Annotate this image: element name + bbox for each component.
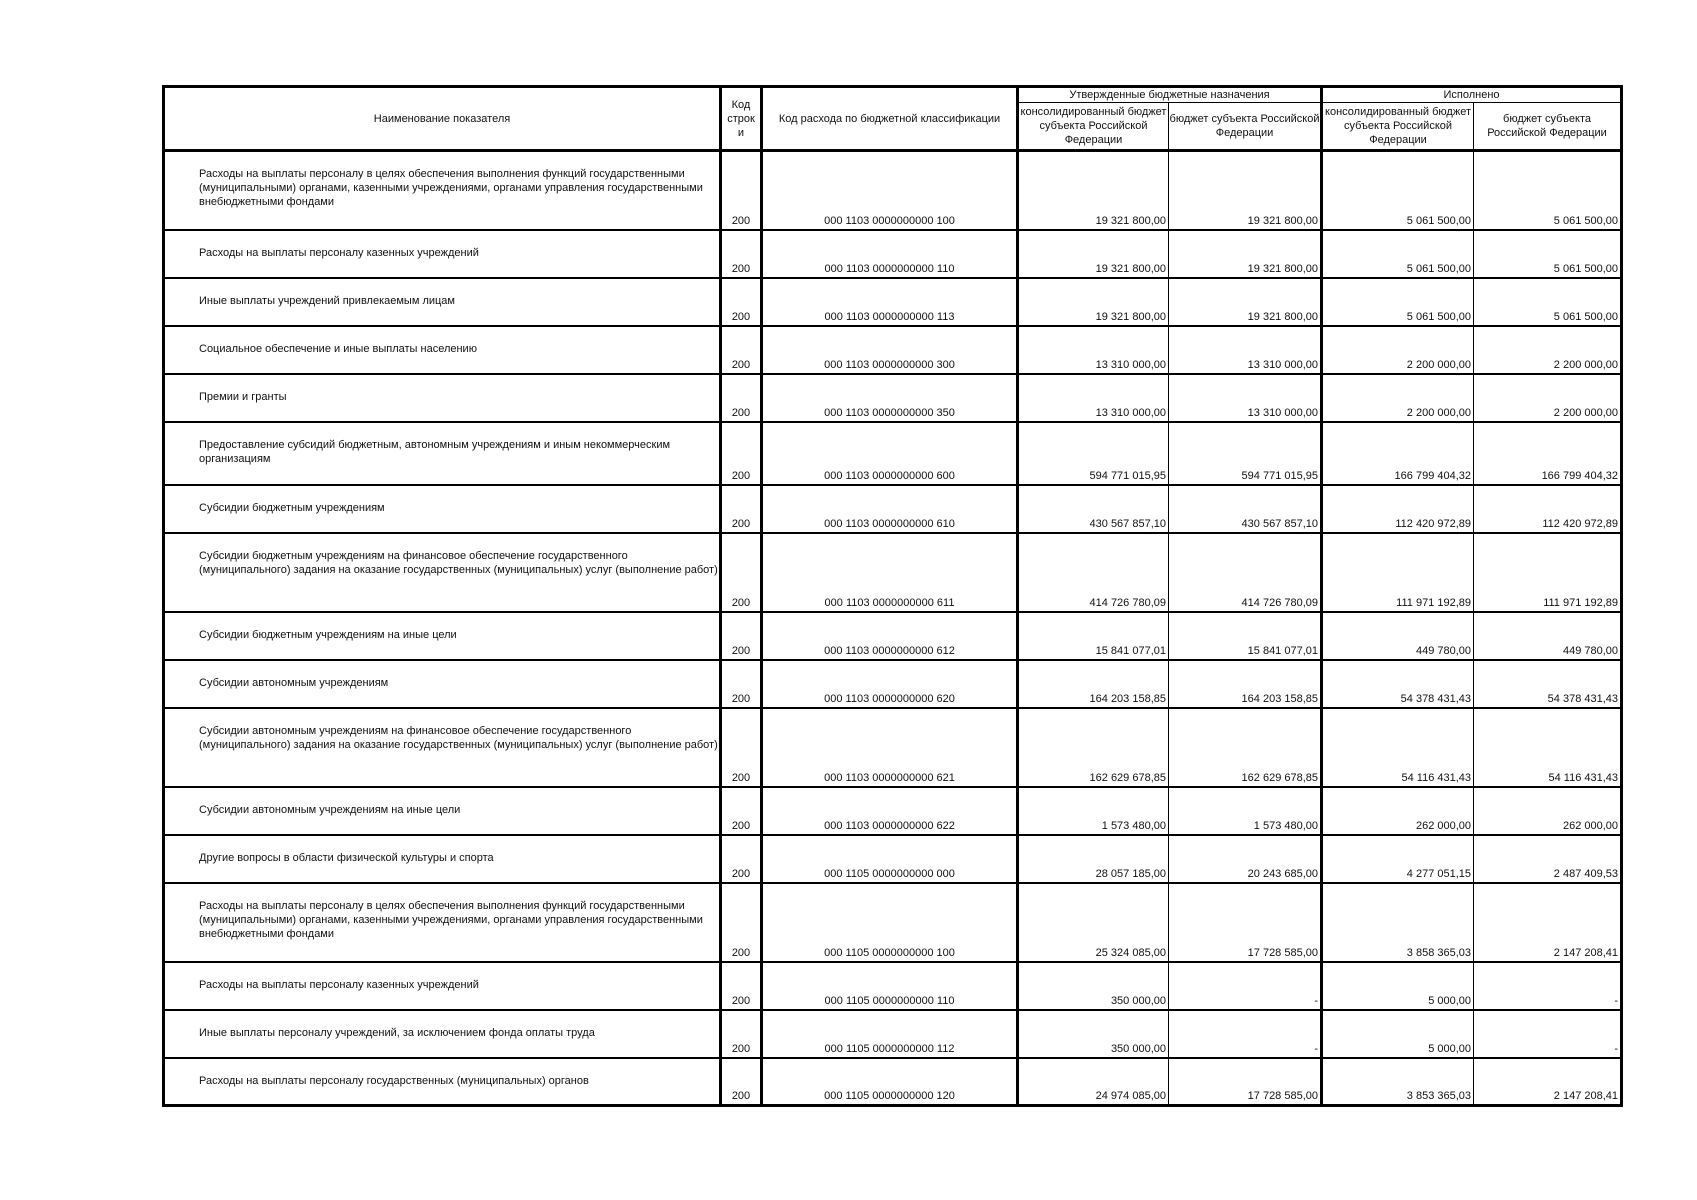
row-approved-subject: 20 243 685,00: [1169, 835, 1322, 883]
table-row: [164, 883, 1622, 962]
row-name: Расходы на выплаты персоналу в целях обеспечения выполнения функций государственными (муниципальными) органами, казенными учреждениями, органами управления государственными внебюджетными фондами: [164, 151, 721, 230]
row-approved-consolidated: 24 974 085,00: [1018, 1058, 1169, 1106]
row-approved-subject: 17 728 585,00: [1169, 1058, 1322, 1106]
row-approved-consolidated: 430 567 857,10: [1018, 485, 1169, 533]
row-approved-consolidated: 350 000,00: [1018, 1010, 1169, 1058]
row-name: Расходы на выплаты персоналу казенных учреждений: [164, 230, 721, 278]
row-kod: 200: [721, 883, 762, 962]
row-kod: 200: [721, 787, 762, 835]
table-row: [164, 612, 1622, 660]
row-kod: 200: [721, 1058, 762, 1106]
row-name: Субсидии бюджетным учреждениям на финансовое обеспечение государственного (муниципального) задания на оказание государственных (муниципальных) услуг (выполнение работ): [164, 533, 721, 612]
row-approved-consolidated: 164 203 158,85: [1018, 660, 1169, 708]
row-name: Субсидии бюджетным учреждениям на иные цели: [164, 612, 721, 660]
row-bk-code: 000 1103 0000000000 350: [762, 374, 1018, 422]
row-executed-subject: -: [1474, 962, 1622, 1010]
row-executed-subject: 5 061 500,00: [1474, 278, 1622, 326]
table-row: [164, 1010, 1622, 1058]
row-executed-consolidated: 5 061 500,00: [1322, 278, 1474, 326]
row-name: Социальное обеспечение и иные выплаты населению: [164, 326, 721, 374]
row-approved-subject: 1 573 480,00: [1169, 787, 1322, 835]
table-row: [164, 787, 1622, 835]
row-executed-consolidated: 111 971 192,89: [1322, 533, 1474, 612]
row-bk-code: 000 1103 0000000000 300: [762, 326, 1018, 374]
row-bk-code: 000 1103 0000000000 110: [762, 230, 1018, 278]
row-approved-subject: 13 310 000,00: [1169, 374, 1322, 422]
row-executed-subject: 5 061 500,00: [1474, 151, 1622, 230]
row-kod: 200: [721, 230, 762, 278]
row-executed-subject: 2 487 409,53: [1474, 835, 1622, 883]
row-bk-code: 000 1103 0000000000 100: [762, 151, 1018, 230]
header-bk-code: Код расхода по бюджетной классификации: [762, 87, 1018, 151]
row-name: Расходы на выплаты персоналу в целях обеспечения выполнения функций государственными (муниципальными) органами, казенными учреждениями, органами управления государственными внебюджетными фондами: [164, 883, 721, 962]
row-kod: 200: [721, 374, 762, 422]
row-executed-consolidated: 5 061 500,00: [1322, 151, 1474, 230]
row-approved-subject: 414 726 780,09: [1169, 533, 1322, 612]
row-executed-consolidated: 3 853 365,03: [1322, 1058, 1474, 1106]
row-bk-code: 000 1105 0000000000 110: [762, 962, 1018, 1010]
table-row: [164, 835, 1622, 883]
row-executed-consolidated: 3 858 365,03: [1322, 883, 1474, 962]
row-name: Другие вопросы в области физической культуры и спорта: [164, 835, 721, 883]
table-row: [164, 326, 1622, 374]
row-approved-consolidated: 13 310 000,00: [1018, 326, 1169, 374]
row-bk-code: 000 1103 0000000000 610: [762, 485, 1018, 533]
row-executed-subject: 166 799 404,32: [1474, 422, 1622, 485]
row-approved-subject: -: [1169, 962, 1322, 1010]
table-row: [164, 422, 1622, 485]
table-row: [164, 374, 1622, 422]
row-approved-consolidated: 19 321 800,00: [1018, 151, 1169, 230]
row-approved-subject: -: [1169, 1010, 1322, 1058]
row-bk-code: 000 1103 0000000000 611: [762, 533, 1018, 612]
row-executed-consolidated: 4 277 051,15: [1322, 835, 1474, 883]
header-approved-group: Утвержденные бюджетные назначения: [1018, 87, 1322, 103]
row-executed-subject: 54 378 431,43: [1474, 660, 1622, 708]
row-executed-subject: 2 200 000,00: [1474, 326, 1622, 374]
row-name: Иные выплаты учреждений привлекаемым лицам: [164, 278, 721, 326]
row-name: Предоставление субсидий бюджетным, автономным учреждениям и иным некоммерческим организациям: [164, 422, 721, 485]
row-executed-subject: 111 971 192,89: [1474, 533, 1622, 612]
row-approved-subject: 19 321 800,00: [1169, 151, 1322, 230]
header-name: Наименование показателя: [164, 87, 721, 151]
table-header: [164, 87, 1622, 151]
header-executed-subject: бюджет субъекта Российской Федерации: [1474, 103, 1622, 151]
row-approved-subject: 430 567 857,10: [1169, 485, 1322, 533]
row-approved-subject: 594 771 015,95: [1169, 422, 1322, 485]
row-name: Расходы на выплаты персоналу казенных учреждений: [164, 962, 721, 1010]
row-approved-subject: 19 321 800,00: [1169, 230, 1322, 278]
row-name: Расходы на выплаты персоналу государственных (муниципальных) органов: [164, 1058, 721, 1106]
row-approved-subject: 162 629 678,85: [1169, 708, 1322, 787]
row-executed-consolidated: 262 000,00: [1322, 787, 1474, 835]
row-kod: 200: [721, 612, 762, 660]
budget-execution-table: [162, 85, 1623, 1107]
header-executed-consolidated: консолидированный бюджет субъекта Российской Федерации: [1322, 103, 1474, 151]
row-approved-consolidated: 594 771 015,95: [1018, 422, 1169, 485]
row-executed-subject: 449 780,00: [1474, 612, 1622, 660]
table-row: [164, 485, 1622, 533]
table-row: [164, 708, 1622, 787]
row-kod: 200: [721, 278, 762, 326]
header-approved-subject: бюджет субъекта Российской Федерации: [1169, 103, 1322, 151]
row-executed-subject: 2 147 208,41: [1474, 1058, 1622, 1106]
row-executed-consolidated: 2 200 000,00: [1322, 326, 1474, 374]
header-approved-consolidated: консолидированный бюджет субъекта Российской Федерации: [1018, 103, 1169, 151]
row-executed-consolidated: 5 061 500,00: [1322, 230, 1474, 278]
row-approved-consolidated: 19 321 800,00: [1018, 230, 1169, 278]
row-executed-subject: 262 000,00: [1474, 787, 1622, 835]
row-bk-code: 000 1105 0000000000 000: [762, 835, 1018, 883]
table-row: [164, 230, 1622, 278]
row-executed-subject: 2 200 000,00: [1474, 374, 1622, 422]
row-bk-code: 000 1103 0000000000 600: [762, 422, 1018, 485]
row-approved-subject: 13 310 000,00: [1169, 326, 1322, 374]
row-kod: 200: [721, 533, 762, 612]
table-row: [164, 660, 1622, 708]
row-name: Иные выплаты персоналу учреждений, за исключением фонда оплаты труда: [164, 1010, 721, 1058]
row-bk-code: 000 1105 0000000000 120: [762, 1058, 1018, 1106]
row-kod: 200: [721, 708, 762, 787]
row-bk-code: 000 1105 0000000000 112: [762, 1010, 1018, 1058]
row-approved-consolidated: 1 573 480,00: [1018, 787, 1169, 835]
row-bk-code: 000 1103 0000000000 113: [762, 278, 1018, 326]
row-approved-consolidated: 414 726 780,09: [1018, 533, 1169, 612]
row-bk-code: 000 1103 0000000000 620: [762, 660, 1018, 708]
row-approved-consolidated: 19 321 800,00: [1018, 278, 1169, 326]
header-executed-group: Исполнено: [1322, 87, 1622, 103]
row-executed-consolidated: 54 378 431,43: [1322, 660, 1474, 708]
row-name: Премии и гранты: [164, 374, 721, 422]
table-row: [164, 151, 1622, 230]
header-kod: Код строк и: [721, 87, 762, 151]
row-approved-consolidated: 13 310 000,00: [1018, 374, 1169, 422]
row-kod: 200: [721, 660, 762, 708]
row-approved-consolidated: 28 057 185,00: [1018, 835, 1169, 883]
row-approved-consolidated: 25 324 085,00: [1018, 883, 1169, 962]
row-kod: 200: [721, 1010, 762, 1058]
table-row: [164, 278, 1622, 326]
row-bk-code: 000 1103 0000000000 622: [762, 787, 1018, 835]
row-name: Субсидии автономным учреждениям на иные цели: [164, 787, 721, 835]
row-kod: 200: [721, 485, 762, 533]
table-body: [164, 151, 1622, 1106]
row-approved-consolidated: 350 000,00: [1018, 962, 1169, 1010]
row-approved-consolidated: 162 629 678,85: [1018, 708, 1169, 787]
row-executed-consolidated: 5 000,00: [1322, 1010, 1474, 1058]
row-approved-subject: 19 321 800,00: [1169, 278, 1322, 326]
row-kod: 200: [721, 422, 762, 485]
row-bk-code: 000 1105 0000000000 100: [762, 883, 1018, 962]
row-name: Субсидии автономным учреждениям: [164, 660, 721, 708]
row-kod: 200: [721, 835, 762, 883]
row-name: Субсидии бюджетным учреждениям: [164, 485, 721, 533]
row-executed-subject: -: [1474, 1010, 1622, 1058]
row-bk-code: 000 1103 0000000000 612: [762, 612, 1018, 660]
row-approved-subject: 164 203 158,85: [1169, 660, 1322, 708]
row-name: Субсидии автономным учреждениям на финансовое обеспечение государственного (муниципального) задания на оказание государственных (муниципальных) услуг (выполнение работ): [164, 708, 721, 787]
row-bk-code: 000 1103 0000000000 621: [762, 708, 1018, 787]
table-row: [164, 533, 1622, 612]
row-approved-consolidated: 15 841 077,01: [1018, 612, 1169, 660]
row-executed-consolidated: 2 200 000,00: [1322, 374, 1474, 422]
row-executed-subject: 2 147 208,41: [1474, 883, 1622, 962]
row-executed-consolidated: 166 799 404,32: [1322, 422, 1474, 485]
row-executed-subject: 112 420 972,89: [1474, 485, 1622, 533]
row-executed-consolidated: 54 116 431,43: [1322, 708, 1474, 787]
table-row: [164, 1058, 1622, 1106]
row-approved-subject: 17 728 585,00: [1169, 883, 1322, 962]
row-executed-consolidated: 112 420 972,89: [1322, 485, 1474, 533]
row-executed-consolidated: 5 000,00: [1322, 962, 1474, 1010]
row-kod: 200: [721, 151, 762, 230]
row-kod: 200: [721, 962, 762, 1010]
row-executed-consolidated: 449 780,00: [1322, 612, 1474, 660]
row-kod: 200: [721, 326, 762, 374]
table-row: [164, 962, 1622, 1010]
row-approved-subject: 15 841 077,01: [1169, 612, 1322, 660]
row-executed-subject: 54 116 431,43: [1474, 708, 1622, 787]
row-executed-subject: 5 061 500,00: [1474, 230, 1622, 278]
